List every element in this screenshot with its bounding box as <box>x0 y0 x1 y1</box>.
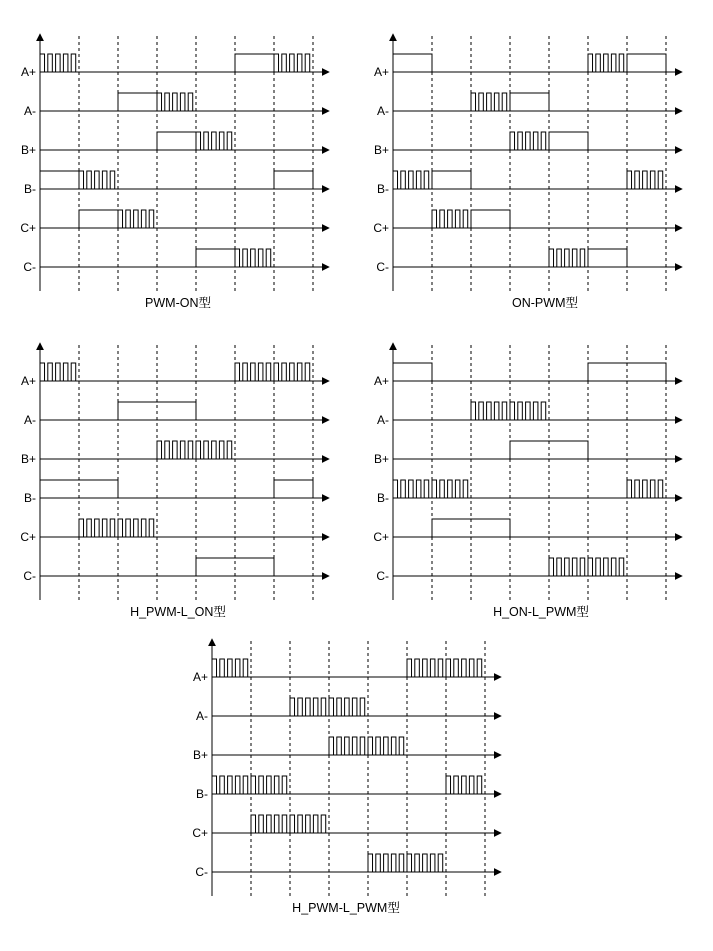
high-level-pulse <box>588 249 627 267</box>
signal-label: B+ <box>192 748 208 762</box>
signal-label: B- <box>377 182 389 196</box>
signal-label: C- <box>23 569 36 583</box>
signal-label: B- <box>24 491 36 505</box>
high-level-pulse <box>40 171 79 189</box>
signal-label: C- <box>376 569 389 583</box>
pwm-pulse-train <box>274 54 313 72</box>
pwm-pulse-train <box>446 776 485 794</box>
signal-label: A+ <box>192 670 208 684</box>
pwm-pulse-train <box>290 698 368 716</box>
pwm-pulse-train <box>212 659 251 677</box>
signal-label: B+ <box>20 452 36 466</box>
signal-label: C+ <box>192 826 208 840</box>
timing-diagram-1 <box>20 34 329 310</box>
signal-label: C+ <box>20 530 36 544</box>
signal-label: A+ <box>373 374 389 388</box>
timing-diagram-5 <box>192 639 501 915</box>
pwm-pulse-train <box>471 93 510 111</box>
pwm-pulse-train <box>157 441 235 459</box>
timing-diagram-4 <box>373 343 682 619</box>
pwm-pulse-train <box>627 171 666 189</box>
pwm-pulse-train <box>235 249 274 267</box>
pwm-pulse-train <box>40 363 79 381</box>
diagram-caption: H_PWM-L_ON型 <box>130 605 226 619</box>
signal-label: A- <box>24 104 36 118</box>
pwm-pulse-train <box>549 249 588 267</box>
pwm-pulse-train <box>393 480 471 498</box>
pwm-pulse-train <box>79 519 157 537</box>
high-level-pulse <box>510 93 549 111</box>
pwm-pulse-train <box>549 558 627 576</box>
timing-diagram-2 <box>373 34 682 310</box>
signal-label: C+ <box>373 530 389 544</box>
pwm-pulse-train <box>588 54 627 72</box>
diagram-caption: H_ON-L_PWM型 <box>493 605 589 619</box>
diagram-caption: H_PWM-L_PWM型 <box>292 901 400 915</box>
signal-label: C- <box>376 260 389 274</box>
high-level-pulse <box>432 171 471 189</box>
signal-label: B- <box>24 182 36 196</box>
signal-label: B+ <box>20 143 36 157</box>
signal-label: A+ <box>20 65 36 79</box>
pwm-pulse-train <box>329 737 407 755</box>
signal-label: A+ <box>373 65 389 79</box>
signal-label: A+ <box>20 374 36 388</box>
signal-label: C+ <box>373 221 389 235</box>
signal-label: C- <box>195 865 208 879</box>
pwm-pulse-train <box>510 132 549 150</box>
signal-label: B+ <box>373 452 389 466</box>
high-level-pulse <box>393 363 432 381</box>
pwm-pulse-train <box>432 210 471 228</box>
pwm-pulse-train <box>407 659 485 677</box>
pwm-pulse-train <box>40 54 79 72</box>
pwm-pulse-train <box>157 93 196 111</box>
signal-label: A- <box>377 104 389 118</box>
pwm-pulse-train <box>393 171 432 189</box>
high-level-pulse <box>157 132 196 150</box>
signal-label: A- <box>377 413 389 427</box>
pwm-pulse-train <box>79 171 118 189</box>
high-level-pulse <box>274 171 313 189</box>
high-level-pulse <box>627 54 666 72</box>
signal-label: C- <box>23 260 36 274</box>
pwm-pulse-train <box>235 363 313 381</box>
high-level-pulse <box>118 93 157 111</box>
pwm-pulse-train <box>212 776 290 794</box>
high-level-pulse <box>196 249 235 267</box>
high-level-pulse <box>235 54 274 72</box>
high-level-pulse <box>471 210 510 228</box>
pwm-pulse-train <box>368 854 446 872</box>
diagram-caption: PWM-ON型 <box>145 296 211 310</box>
signal-label: A- <box>24 413 36 427</box>
pwm-pulse-train <box>196 132 235 150</box>
signal-label: A- <box>196 709 208 723</box>
pwm-pulse-train <box>118 210 157 228</box>
pwm-pulse-train <box>627 480 666 498</box>
high-level-pulse <box>274 480 313 498</box>
signal-label: B- <box>377 491 389 505</box>
diagram-caption: ON-PWM型 <box>512 296 578 310</box>
signal-label: B- <box>196 787 208 801</box>
high-level-pulse <box>549 132 588 150</box>
signal-label: B+ <box>373 143 389 157</box>
high-level-pulse <box>393 54 432 72</box>
pwm-pulse-train <box>471 402 549 420</box>
timing-diagram-3 <box>20 343 329 619</box>
high-level-pulse <box>79 210 118 228</box>
pwm-pulse-train <box>251 815 329 833</box>
signal-label: C+ <box>20 221 36 235</box>
